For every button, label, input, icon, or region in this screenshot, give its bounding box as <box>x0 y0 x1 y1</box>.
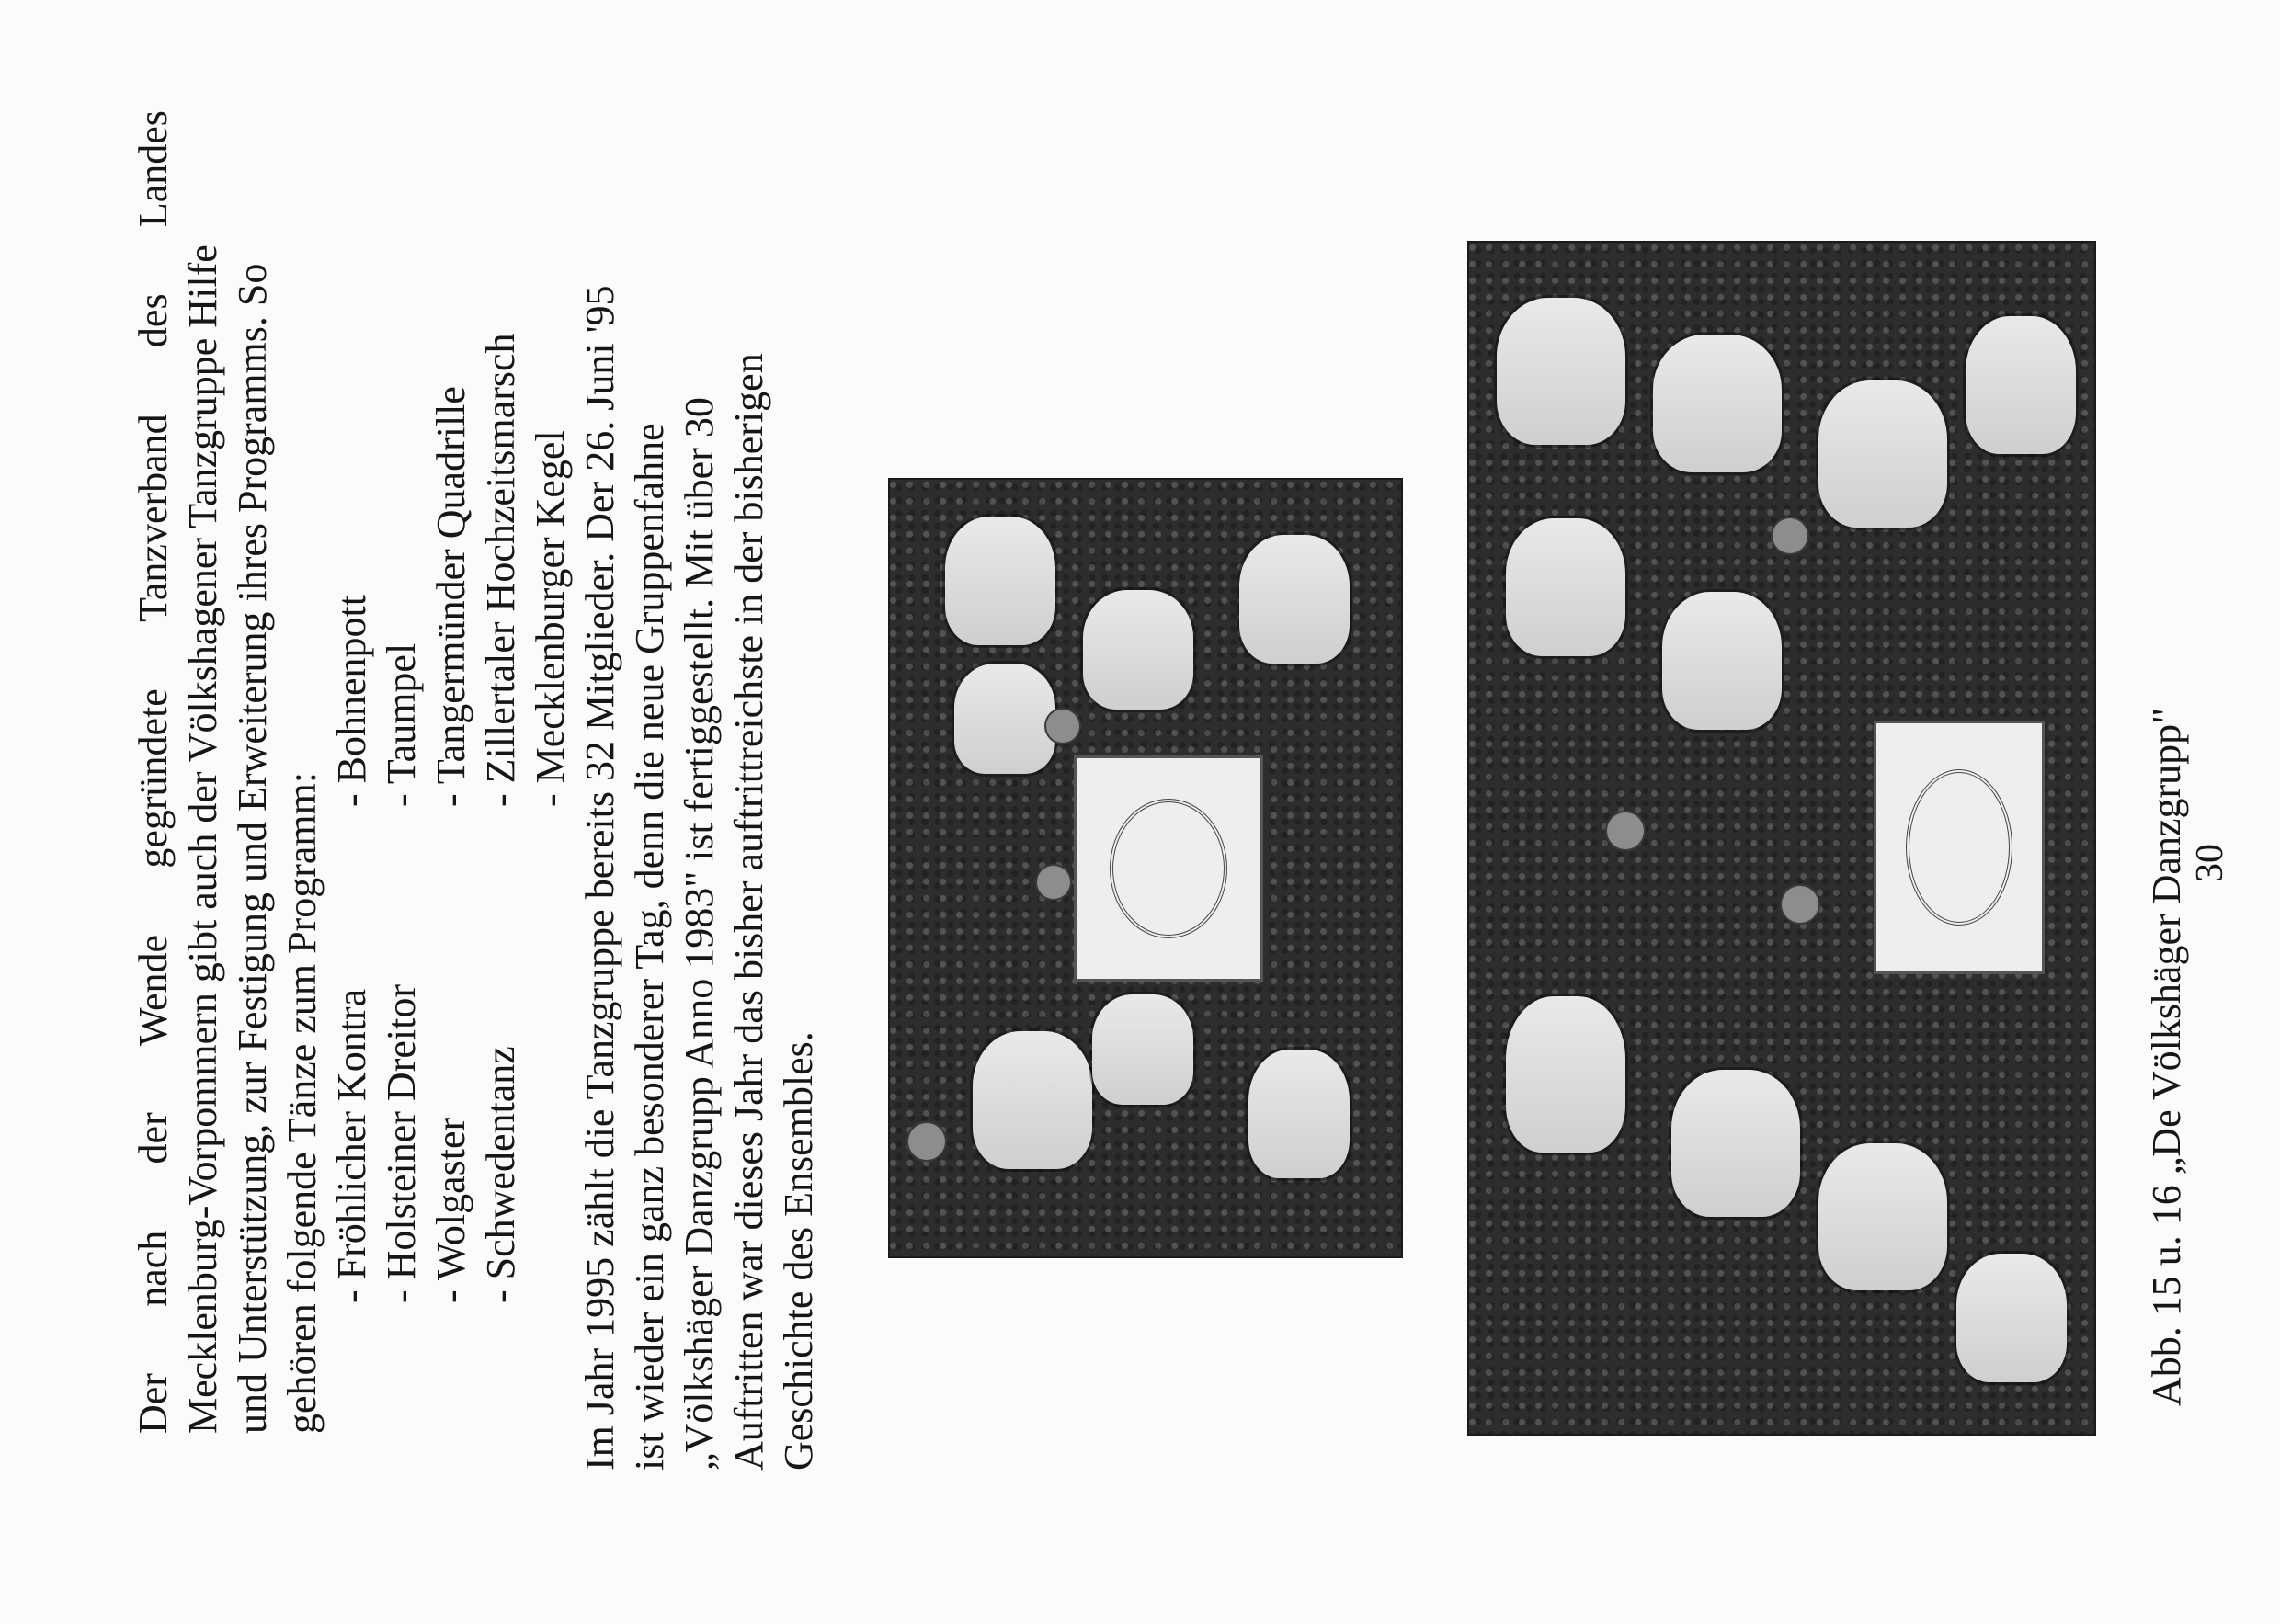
dancer-figure <box>954 664 1055 774</box>
dance-name: - Holsteiner Dreitor <box>379 984 424 1303</box>
dance-name: - Schwedentanz <box>478 1046 523 1303</box>
dance-row <box>327 329 377 1303</box>
group-photo-small <box>888 478 1403 1258</box>
dance-name: - Zillertaler Hochzeitsmarsch <box>478 333 523 807</box>
dancer-figure <box>945 517 1055 645</box>
dancer-figure <box>1239 535 1350 664</box>
paragraph2-line1: Im Jahr 1995 zählt die Tanzgruppe bereits 32 Mitglieder. Der 26. Juni '95 <box>577 285 622 1471</box>
dance-name: - Wolgaster <box>428 1117 473 1303</box>
dance-row <box>377 329 427 1303</box>
dancer-figure <box>1506 518 1625 656</box>
dancer-figure <box>1956 1254 2067 1382</box>
dancer-figure <box>973 1031 1092 1169</box>
banner-emblem-icon <box>1906 769 2012 926</box>
dancer-figure <box>1671 1070 1800 1217</box>
paragraph1-line4: gehören folgende Tänze zum Programm: <box>279 771 325 1434</box>
dance-name <box>526 807 576 1303</box>
text-block-1 <box>129 110 327 1434</box>
word: des <box>131 293 176 348</box>
dance-name: - Taumpel <box>379 642 424 807</box>
dance-name: - Fröhlicher Kontra <box>329 988 374 1303</box>
word: Der <box>131 1373 176 1434</box>
dancer-head <box>1607 812 1644 849</box>
paragraph1-line3: und Unterstützung, zur Festigung und Erweiterung ihres Programms. So <box>230 263 275 1434</box>
paragraph2-line4: Auftritten war dieses Jahr das bisher auftrittreichste in der bisherigen <box>726 353 771 1471</box>
text-block-2 <box>576 285 824 1471</box>
group-banner <box>1874 721 2045 974</box>
dancer-head <box>1782 886 1818 923</box>
figure-caption: Abb. 15 u. 16 „De Völkshäger Danzgrupp" <box>2144 707 2189 1406</box>
dancer-head <box>1773 518 1807 553</box>
dancer-figure <box>1653 335 1782 472</box>
dance-row <box>476 329 526 1303</box>
word: Wende <box>131 934 176 1046</box>
dancer-figure <box>1248 1050 1350 1178</box>
dance-name: - Mecklenburger Kegel <box>528 430 573 807</box>
dancer-head <box>1046 710 1079 743</box>
dancer-figure <box>1662 592 1782 730</box>
word: der <box>131 1112 176 1164</box>
group-photo-large <box>1467 241 2096 1436</box>
word: Tanzverband <box>131 414 176 622</box>
paragraph2-line3: „Völkshäger Danzgrupp Anno 1983" ist fertiggestellt. Mit über 30 <box>677 397 722 1471</box>
dance-list <box>327 329 576 1303</box>
banner-emblem-icon <box>1110 799 1227 938</box>
word: Landes <box>131 110 176 228</box>
dancer-figure <box>1966 316 2076 454</box>
dance-row <box>526 329 576 1303</box>
dancer-head <box>908 1123 945 1160</box>
paragraph1-line2: Mecklenburg-Vorpommern gibt auch der Völkshagener Tanzgruppe Hilfe <box>180 244 225 1434</box>
dance-name: - Bohnenpott <box>329 595 374 807</box>
dancer-figure <box>1092 994 1193 1105</box>
dancer-figure <box>1506 996 1625 1153</box>
dance-name: - Tangermünder Quadrille <box>428 386 473 807</box>
dance-row <box>427 329 476 1303</box>
paragraph2-line2: ist wieder ein ganz besonderer Tag, denn die neue Gruppenfahne <box>627 423 672 1471</box>
dancer-figure <box>1818 1143 1947 1290</box>
group-banner <box>1074 755 1263 982</box>
paragraph1-line1 <box>129 110 178 1434</box>
word: gegründete <box>131 688 176 869</box>
page-number: 30 <box>2189 844 2231 882</box>
dancer-figure <box>1083 590 1193 710</box>
paragraph2-line5: Geschichte des Ensembles. <box>776 1031 821 1471</box>
word: nach <box>131 1230 176 1307</box>
dancer-figure <box>1818 380 1947 528</box>
dancer-figure <box>1497 298 1625 445</box>
dancer-head <box>1037 866 1070 899</box>
